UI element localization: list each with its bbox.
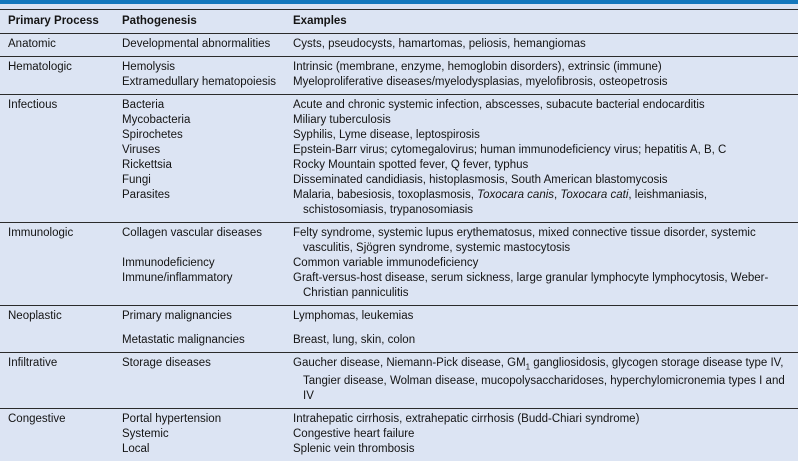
examples-cell xyxy=(293,188,798,218)
primary-process-cell: Infectious xyxy=(8,99,58,111)
table-section xyxy=(0,352,798,408)
table-section xyxy=(0,56,798,94)
pathogenesis-cell: Viruses xyxy=(122,144,161,156)
primary-process-cell: Hematologic xyxy=(8,61,72,73)
section-rows xyxy=(122,60,798,90)
primary-process-cell: Neoplastic xyxy=(8,310,62,322)
examples-cell xyxy=(293,256,798,271)
top-accent-bar xyxy=(0,0,798,4)
example-text-segment: Breast, lung, skin, colon xyxy=(293,334,416,346)
example-text-segment: Epstein-Barr virus; cytomegalovirus; human immunodeficiency virus; hepatitis A, B, C xyxy=(293,144,727,156)
examples-cell xyxy=(293,98,798,113)
table-row xyxy=(122,158,798,173)
section-rows xyxy=(122,226,798,301)
pathogenesis-cell: Extramedullary hematopoiesis xyxy=(122,76,277,88)
table-row xyxy=(122,256,798,271)
pathogenesis-cell: Immunodeficiency xyxy=(122,257,215,269)
column-header-pathogenesis: Pathogenesis xyxy=(122,15,197,27)
table-row xyxy=(122,60,798,75)
examples-cell xyxy=(293,412,798,427)
examples-cell xyxy=(293,271,798,301)
example-text-segment: gangliosidosis, glycogen storage disease type IV, Tangier disease, Wolman disease, mucopolysaccharidoses, hyperchylomicronemia types I and IV xyxy=(303,357,785,403)
example-text-segment: Graft-versus-host disease, serum sickness, large granular lymphocyte lymphocytosis, Weber-Christian panniculitis xyxy=(293,272,769,299)
pathogenesis-cell: Spirochetes xyxy=(122,129,183,141)
example-text-segment: , leishmaniasis, schistosomiasis, trypanosomiasis xyxy=(303,189,708,216)
table-row xyxy=(122,412,798,427)
table-row xyxy=(122,75,798,90)
table-section xyxy=(0,408,798,461)
example-text-segment: Gaucher disease, Niemann-Pick disease, GM xyxy=(293,357,526,369)
example-text-segment: Cysts, pseudocysts, hamartomas, peliosis, hemangiomas xyxy=(293,38,586,50)
primary-process-cell: Immunologic xyxy=(8,227,74,239)
pathogenesis-cell: Metastatic malignancies xyxy=(122,334,245,346)
section-rows xyxy=(122,98,798,218)
examples-cell xyxy=(293,427,798,442)
example-text-segment: Splenic vein thrombosis xyxy=(293,443,415,456)
example-text-segment: Toxocara cati xyxy=(560,189,629,201)
pathogenesis-cell: Fungi xyxy=(122,174,151,186)
table-row xyxy=(122,442,798,457)
etiology-table xyxy=(0,9,798,461)
pathogenesis-cell: Primary malignancies xyxy=(122,310,232,322)
example-text-segment: Toxocara canis xyxy=(477,189,555,201)
pathogenesis-cell: Mycobacteria xyxy=(122,114,191,126)
example-text-segment: , xyxy=(554,189,561,201)
primary-process-cell: Congestive xyxy=(8,413,66,426)
table-row xyxy=(122,427,798,442)
examples-cell xyxy=(293,60,798,75)
pathogenesis-cell: Systemic xyxy=(122,428,169,441)
pathogenesis-cell: Immune/inflammatory xyxy=(122,272,233,284)
table-row xyxy=(122,356,798,404)
examples-cell xyxy=(293,309,798,324)
primary-process-cell: Anatomic xyxy=(8,38,56,50)
table-row xyxy=(122,188,798,218)
table-section xyxy=(0,305,798,352)
example-text-segment: Intrahepatic cirrhosis, extrahepatic cirrhosis (Budd-Chiari syndrome) xyxy=(293,413,640,426)
table-section xyxy=(0,94,798,222)
example-text-segment: Acute and chronic systemic infection, abscesses, subacute bacterial endocarditis xyxy=(293,99,705,111)
section-rows xyxy=(122,309,798,348)
example-text-segment: Lymphomas, leukemias xyxy=(293,310,414,322)
pathogenesis-cell: Collagen vascular diseases xyxy=(122,227,262,239)
column-header-primary-process: Primary Process xyxy=(8,15,99,27)
pathogenesis-cell: Hemolysis xyxy=(122,61,176,73)
examples-cell xyxy=(293,158,798,173)
table-row xyxy=(122,271,798,301)
examples-cell xyxy=(293,356,798,404)
column-header-examples: Examples xyxy=(293,15,347,27)
example-text-segment: Syphilis, Lyme disease, leptospirosis xyxy=(293,129,480,141)
examples-cell xyxy=(293,333,798,348)
table-row xyxy=(122,128,798,143)
pathogenesis-cell: Bacteria xyxy=(122,99,165,111)
example-text-segment: Common variable immunodeficiency xyxy=(293,257,479,269)
table-row xyxy=(122,309,798,324)
pathogenesis-cell: Parasites xyxy=(122,189,170,201)
section-rows xyxy=(122,356,798,404)
primary-process-cell: Infiltrative xyxy=(8,357,58,369)
table-row xyxy=(122,143,798,158)
example-text-segment: Congestive heart failure xyxy=(293,428,415,441)
pathogenesis-cell: Local xyxy=(122,443,150,456)
examples-cell xyxy=(293,75,798,90)
examples-cell xyxy=(293,173,798,188)
example-text-segment: Felty syndrome, systemic lupus erythematosus, mixed connective tissue disorder, systemic vasculitis, Sjögren syndrome, systemic mastocytosis xyxy=(293,227,756,254)
examples-cell xyxy=(293,37,798,52)
table-row xyxy=(122,37,798,52)
table-row xyxy=(122,333,798,348)
table-row xyxy=(122,226,798,256)
table-section xyxy=(0,34,798,56)
table-row xyxy=(122,113,798,128)
header-row xyxy=(0,9,798,34)
table-row xyxy=(122,173,798,188)
example-text-segment: Miliary tuberculosis xyxy=(293,114,391,126)
pathogenesis-cell: Rickettsia xyxy=(122,159,172,171)
example-text-segment: Myeloproliferative diseases/myelodysplasias, myelofibrosis, osteopetrosis xyxy=(293,76,668,88)
table-body xyxy=(0,34,798,461)
example-text-segment: Rocky Mountain spotted fever, Q fever, typhus xyxy=(293,159,529,171)
example-text-segment: Intrinsic (membrane, enzyme, hemoglobin disorders), extrinsic (immune) xyxy=(293,61,662,73)
pathogenesis-cell: Portal hypertension xyxy=(122,413,222,426)
examples-cell xyxy=(293,226,798,256)
examples-cell xyxy=(293,143,798,158)
pathogenesis-cell: Developmental abnormalities xyxy=(122,38,271,50)
example-text-segment: 1 xyxy=(525,362,531,372)
examples-cell xyxy=(293,442,798,457)
table-section xyxy=(0,222,798,305)
section-rows xyxy=(122,37,798,52)
examples-cell xyxy=(293,128,798,143)
pathogenesis-cell: Storage diseases xyxy=(122,357,211,369)
section-rows xyxy=(122,412,798,457)
examples-cell xyxy=(293,113,798,128)
example-text-segment: Malaria, babesiosis, toxoplasmosis, xyxy=(293,189,478,201)
table-row xyxy=(122,98,798,113)
example-text-segment: Disseminated candidiasis, histoplasmosis, South American blastomycosis xyxy=(293,174,668,186)
